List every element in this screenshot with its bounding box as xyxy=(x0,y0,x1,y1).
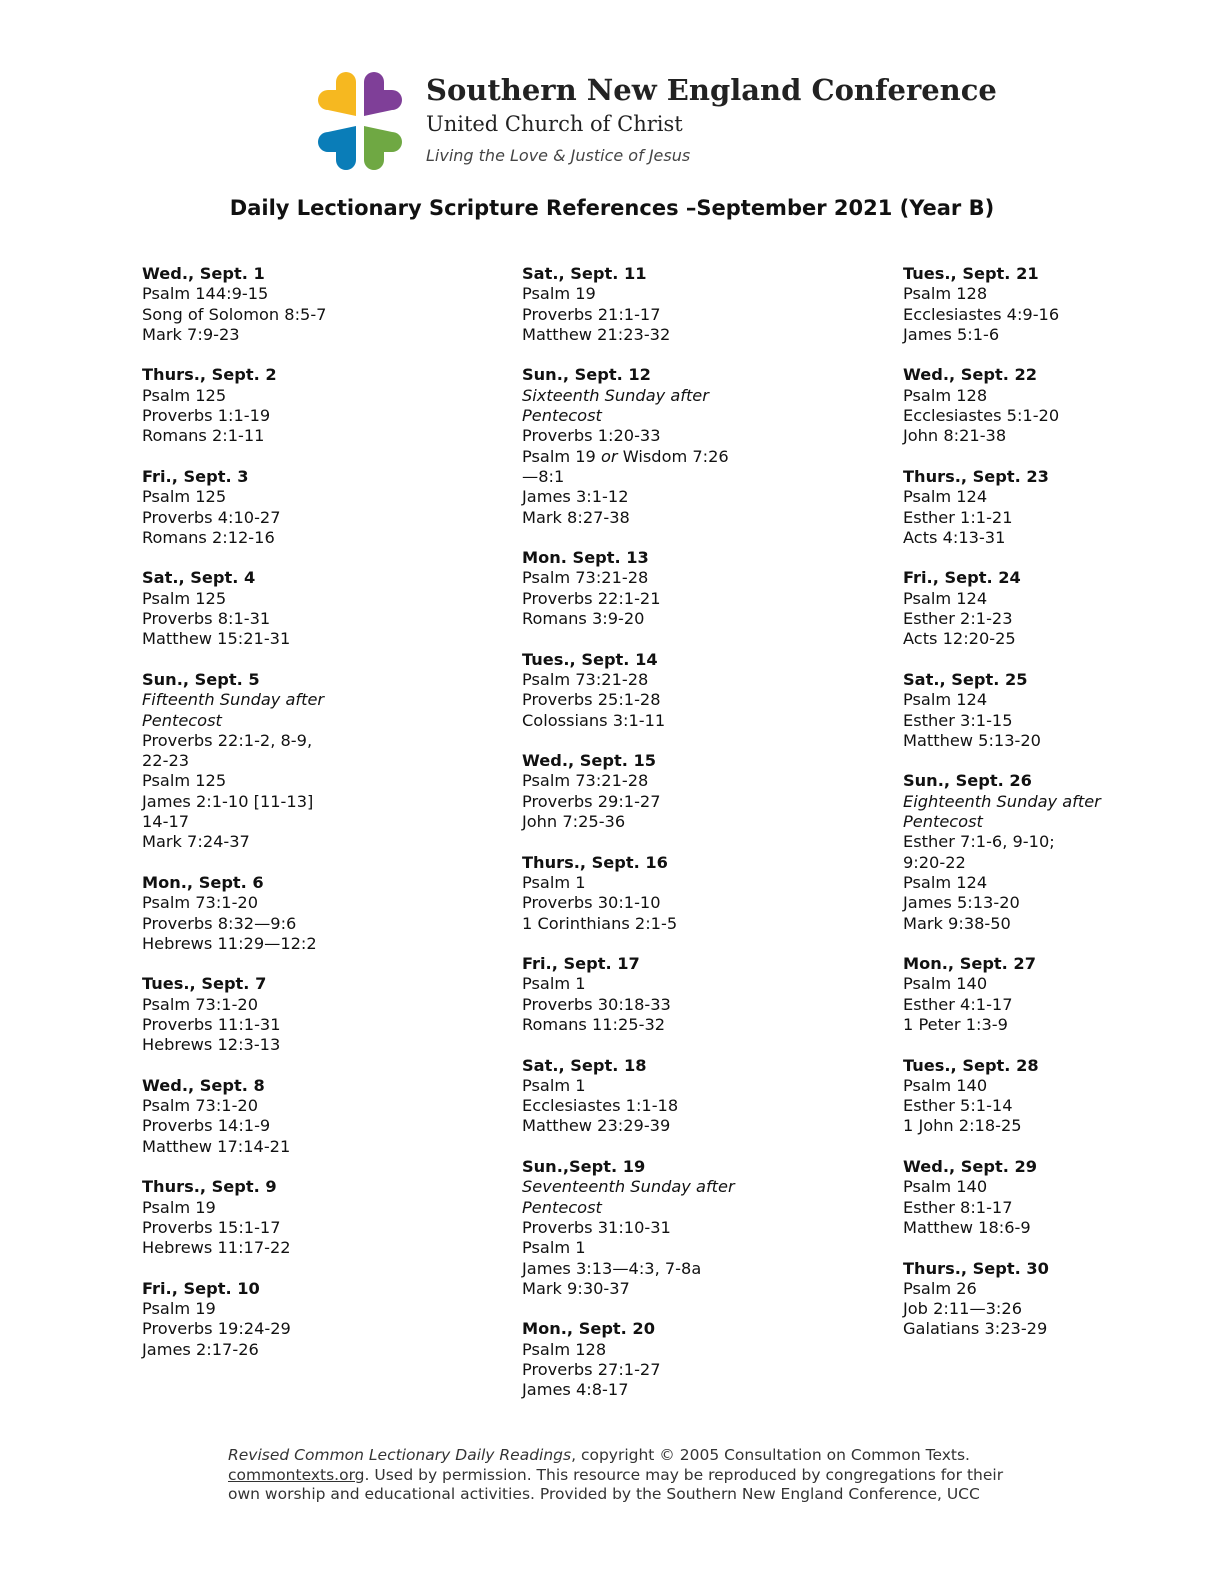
reading-line: Psalm 125 xyxy=(142,385,227,405)
occasion-line: Seventeenth Sunday after xyxy=(522,1177,735,1197)
day-date: Thurs., Sept. 9 xyxy=(142,1177,277,1197)
occasion-line: Pentecost xyxy=(522,1197,602,1217)
reading-line: Psalm 26 xyxy=(903,1278,977,1298)
reading-line: Psalm 19 xyxy=(142,1197,216,1217)
reading-line: Galatians 3:23-29 xyxy=(903,1319,1048,1339)
reading-line: Psalm 124 xyxy=(903,690,988,710)
blue-heart-shape xyxy=(318,126,356,170)
reading-line: Psalm 124 xyxy=(903,872,988,892)
commontexts-link[interactable]: commontexts.org xyxy=(228,1465,365,1484)
reading-line: Proverbs 27:1-27 xyxy=(522,1360,661,1380)
footer-line-3: own worship and educational activities. Provided by the Southern New England Conference, UCC xyxy=(228,1485,980,1504)
occasion-line: Pentecost xyxy=(142,710,222,730)
day-date: Thurs., Sept. 2 xyxy=(142,365,277,385)
reading-line: Mark 7:9-23 xyxy=(142,324,240,344)
reading-line: Matthew 18:6-9 xyxy=(903,1217,1031,1237)
org-block xyxy=(426,72,997,168)
day-date: Thurs., Sept. 23 xyxy=(903,466,1049,486)
reading-line: Romans 2:12-16 xyxy=(142,527,275,547)
reading-line: Psalm 128 xyxy=(903,284,988,304)
reading-line: Proverbs 22:1-21 xyxy=(522,588,661,608)
day-entry xyxy=(903,264,1203,345)
day-date: Sun., Sept. 12 xyxy=(522,365,651,385)
reading-line: Matthew 23:29-39 xyxy=(522,1116,671,1136)
day-date: Sat., Sept. 25 xyxy=(903,669,1028,689)
day-date: Fri., Sept. 17 xyxy=(522,954,640,974)
reading-line: Hebrews 11:29—12:2 xyxy=(142,933,317,953)
day-date: Thurs., Sept. 30 xyxy=(903,1258,1049,1278)
day-entry xyxy=(522,954,882,1035)
reading-line: Acts 12:20-25 xyxy=(903,629,1016,649)
day-entry xyxy=(142,467,492,548)
reading-line: Hebrews 12:3-13 xyxy=(142,1035,281,1055)
reading-line: Matthew 15:21-31 xyxy=(142,629,291,649)
day-entry xyxy=(142,1177,492,1258)
reading-line: Psalm 73:21-28 xyxy=(522,771,649,791)
footer-line-1 xyxy=(228,1446,1048,1466)
day-date: Wed., Sept. 8 xyxy=(142,1075,265,1095)
day-date: Mon., Sept. 6 xyxy=(142,872,264,892)
reading-line: Hebrews 11:17-22 xyxy=(142,1238,291,1258)
reading-line: Psalm 125 xyxy=(142,588,227,608)
day-date: Wed., Sept. 29 xyxy=(903,1157,1038,1177)
occasion-line: Fifteenth Sunday after xyxy=(142,690,325,710)
day-entry xyxy=(903,670,1203,751)
occasion-line: Sixteenth Sunday after xyxy=(522,385,709,405)
reading-line: Song of Solomon 8:5-7 xyxy=(142,304,327,324)
reading-line: Psalm 19 xyxy=(522,284,596,304)
reading-line: Esther 4:1-17 xyxy=(903,994,1013,1014)
reading-line: Psalm 144:9-15 xyxy=(142,284,269,304)
reading-line: Romans 2:1-11 xyxy=(142,426,265,446)
reading-line: Esther 1:1-21 xyxy=(903,507,1013,527)
day-entry xyxy=(903,1056,1203,1137)
reading-line: Proverbs 29:1-27 xyxy=(522,791,661,811)
org-subtitle: United Church of Christ xyxy=(426,112,683,136)
reading-line: Psalm 124 xyxy=(903,588,988,608)
day-date: Tues., Sept. 7 xyxy=(142,974,267,994)
reading-line: Matthew 17:14-21 xyxy=(142,1136,291,1156)
day-date: Wed., Sept. 15 xyxy=(522,751,657,771)
day-date: Mon., Sept. 27 xyxy=(903,954,1036,974)
day-entry xyxy=(903,954,1203,1035)
reading-line: John 7:25-36 xyxy=(522,812,626,832)
reading-line: Proverbs 4:10-27 xyxy=(142,507,281,527)
day-date: Tues., Sept. 28 xyxy=(903,1055,1039,1075)
day-date: Sun.,Sept. 19 xyxy=(522,1157,646,1177)
reading-line: Proverbs 8:32—9:6 xyxy=(142,913,297,933)
reading-line: James 2:17-26 xyxy=(142,1339,259,1359)
reading-line: James 3:13—4:3, 7-8a xyxy=(522,1258,702,1278)
purple-heart-shape xyxy=(364,72,402,116)
footer-line-2 xyxy=(228,1466,1048,1486)
day-date: Fri., Sept. 24 xyxy=(903,568,1021,588)
reading-line: Psalm 125 xyxy=(142,487,227,507)
occasion-line: Eighteenth Sunday after xyxy=(903,791,1101,811)
reading-line: 22-23 xyxy=(142,751,190,771)
reading-line: 1 Peter 1:3-9 xyxy=(903,1014,1008,1034)
reading-line: Proverbs 8:1-31 xyxy=(142,609,271,629)
reading-line: Mark 8:27-38 xyxy=(522,507,630,527)
day-date: Fri., Sept. 3 xyxy=(142,466,249,486)
day-date: Sun., Sept. 26 xyxy=(903,771,1032,791)
day-entry xyxy=(142,264,492,345)
reading-line: 1 John 2:18-25 xyxy=(903,1116,1022,1136)
day-entry xyxy=(142,1076,492,1157)
reading-line: Psalm 124 xyxy=(903,487,988,507)
reading-line: Proverbs 31:10-31 xyxy=(522,1217,671,1237)
reading-line: Psalm 19 xyxy=(142,1299,216,1319)
day-entry xyxy=(522,1056,882,1137)
day-entry xyxy=(903,771,1203,933)
day-entry xyxy=(522,853,882,934)
reading-line: Matthew 5:13-20 xyxy=(903,730,1041,750)
day-entry xyxy=(142,974,492,1055)
day-date: Fri., Sept. 10 xyxy=(142,1278,260,1298)
day-entry xyxy=(903,467,1203,548)
reading-line: James 5:13-20 xyxy=(903,893,1020,913)
reading-line: Proverbs 21:1-17 xyxy=(522,304,661,324)
day-date: Thurs., Sept. 16 xyxy=(522,852,668,872)
reading-line: Esther 5:1-14 xyxy=(903,1096,1013,1116)
reading-line: Ecclesiastes 1:1-18 xyxy=(522,1096,679,1116)
reading-line: Ecclesiastes 4:9-16 xyxy=(903,304,1060,324)
reading-line: Psalm 73:1-20 xyxy=(142,893,259,913)
day-date: Mon. Sept. 13 xyxy=(522,548,649,568)
reading-line: Romans 11:25-32 xyxy=(522,1014,666,1034)
reading-line: James 2:1-10 [11-13] xyxy=(142,791,314,811)
reading-line: Psalm 1 xyxy=(522,974,586,994)
day-entry xyxy=(903,365,1203,446)
day-date: Tues., Sept. 14 xyxy=(522,649,658,669)
org-name: Southern New England Conference xyxy=(426,73,997,107)
day-entry xyxy=(903,1259,1203,1340)
day-date: Wed., Sept. 1 xyxy=(142,264,265,283)
day-entry xyxy=(522,365,882,527)
day-date: Tues., Sept. 21 xyxy=(903,264,1039,283)
reading-line: Psalm 1 xyxy=(522,1075,586,1095)
reading-line: —8:1 xyxy=(522,466,565,486)
day-entry xyxy=(522,1319,882,1400)
day-date: Sat., Sept. 18 xyxy=(522,1055,647,1075)
footer xyxy=(228,1446,1048,1505)
green-heart-shape xyxy=(364,126,402,170)
day-date: Sat., Sept. 11 xyxy=(522,264,647,283)
reading-line: Proverbs 1:1-19 xyxy=(142,406,271,426)
reading-line: Mark 9:38-50 xyxy=(903,913,1011,933)
reading-line: Mark 7:24-37 xyxy=(142,832,250,852)
day-entry xyxy=(142,1279,492,1360)
or-connector: or xyxy=(601,446,618,466)
yellow-heart-shape xyxy=(318,72,356,116)
day-date: Wed., Sept. 22 xyxy=(903,365,1038,385)
footer-permission: . Used by permission. This resource may be reproduced by congregations for their xyxy=(364,1465,1004,1484)
reading-line: Colossians 3:1-11 xyxy=(522,710,666,730)
reading-line: 1 Corinthians 2:1-5 xyxy=(522,913,678,933)
column-2 xyxy=(522,264,882,1421)
day-entry xyxy=(522,650,882,731)
reading-line: Ecclesiastes 5:1-20 xyxy=(903,406,1060,426)
reading-line: Matthew 21:23-32 xyxy=(522,324,671,344)
reading-line: Psalm 128 xyxy=(522,1339,607,1359)
reading-line: Psalm 128 xyxy=(903,385,988,405)
day-entry xyxy=(522,548,882,629)
reading-line: Proverbs 30:1-10 xyxy=(522,893,661,913)
reading-line: Psalm 125 xyxy=(142,771,227,791)
tagline: Living the Love & Justice of Jesus xyxy=(426,146,691,165)
occasion-line: Pentecost xyxy=(522,406,602,426)
day-entry xyxy=(142,670,492,853)
reading-line: Acts 4:13-31 xyxy=(903,527,1006,547)
reading-line: Psalm 140 xyxy=(903,1177,988,1197)
day-entry xyxy=(522,751,882,832)
reading-line: Proverbs 15:1-17 xyxy=(142,1217,281,1237)
reading-line: Psalm 73:1-20 xyxy=(142,994,259,1014)
reading-line: Proverbs 1:20-33 xyxy=(522,426,661,446)
reading-line: James 3:1-12 xyxy=(522,487,629,507)
reading-line: Psalm 1 xyxy=(522,872,586,892)
header xyxy=(306,68,997,178)
four-hearts-cross-icon xyxy=(306,68,414,176)
reading-line: James 4:8-17 xyxy=(522,1380,629,1400)
footer-source-title: Revised Common Lectionary Daily Readings xyxy=(228,1446,572,1464)
day-entry xyxy=(903,1157,1203,1238)
reading-line: Proverbs 14:1-9 xyxy=(142,1116,271,1136)
reading-line: Esther 8:1-17 xyxy=(903,1197,1013,1217)
day-entry xyxy=(142,365,492,446)
day-entry xyxy=(142,568,492,649)
reading-line: Proverbs 11:1-31 xyxy=(142,1014,281,1034)
day-entry xyxy=(522,1157,882,1299)
reading-line: Psalm 73:1-20 xyxy=(142,1096,259,1116)
reading-line: Proverbs 30:18-33 xyxy=(522,994,671,1014)
reading-line: Psalm 1 xyxy=(522,1238,586,1258)
reading-line: Esther 2:1-23 xyxy=(903,609,1013,629)
reading-line: Proverbs 22:1-2, 8-9, xyxy=(142,730,313,750)
day-entry xyxy=(142,873,492,954)
day-date: Sat., Sept. 4 xyxy=(142,568,256,588)
day-entry xyxy=(522,264,882,345)
day-entry xyxy=(903,568,1203,649)
column-3 xyxy=(903,264,1203,1360)
column-1 xyxy=(142,264,492,1380)
reading-line: Job 2:11—3:26 xyxy=(903,1299,1022,1319)
reading-line: 9:20-22 xyxy=(903,852,966,872)
footer-copyright: , copyright © 2005 Consultation on Common Texts. xyxy=(571,1446,970,1464)
reading-line: Psalm 140 xyxy=(903,974,988,994)
reading-line: Psalm 73:21-28 xyxy=(522,568,649,588)
reading-line: Romans 3:9-20 xyxy=(522,609,645,629)
day-date: Sun., Sept. 5 xyxy=(142,669,260,689)
reading-line: Esther 3:1-15 xyxy=(903,710,1013,730)
reading-line: Psalm 140 xyxy=(903,1075,988,1095)
reading-line: Proverbs 19:24-29 xyxy=(142,1319,291,1339)
reading-line: Psalm 19 or Wisdom 7:26 xyxy=(522,446,729,466)
day-date: Mon., Sept. 20 xyxy=(522,1319,655,1339)
reading-line: John 8:21-38 xyxy=(903,426,1007,446)
reading-line: 14-17 xyxy=(142,812,190,832)
reading-line: Esther 7:1-6, 9-10; xyxy=(903,832,1055,852)
reading-line: Proverbs 25:1-28 xyxy=(522,690,661,710)
reading-line: Mark 9:30-37 xyxy=(522,1278,630,1298)
reading-line: James 5:1-6 xyxy=(903,324,1000,344)
occasion-line: Pentecost xyxy=(903,812,983,832)
reading-line: Psalm 73:21-28 xyxy=(522,669,649,689)
page-title: Daily Lectionary Scripture References –September 2021 (Year B) xyxy=(229,196,995,220)
